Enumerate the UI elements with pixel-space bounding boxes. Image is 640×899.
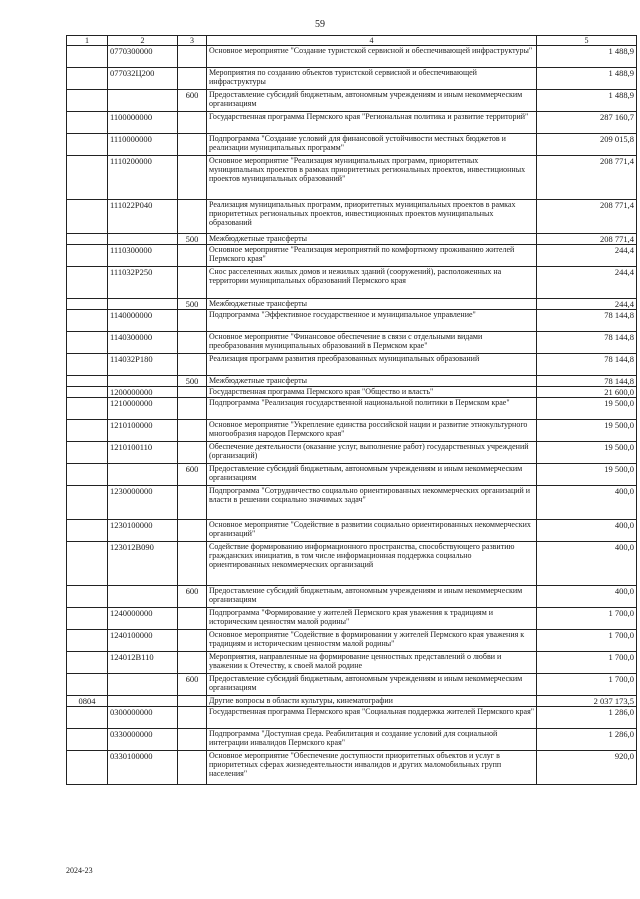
table-row <box>67 387 637 398</box>
amount: 78 144,8 <box>537 332 637 354</box>
expense-type <box>178 200 207 234</box>
header-col-4: 4 <box>207 36 537 46</box>
amount: 19 500,0 <box>537 442 637 464</box>
item-name: Государственная программа Пермского края "Социальная поддержка жителей Пермского края" <box>207 707 537 729</box>
table-row <box>67 234 637 245</box>
expense-type <box>178 608 207 630</box>
section-code <box>67 442 108 464</box>
item-name: Межбюджетные трансферты <box>207 376 537 387</box>
section-code <box>67 354 108 376</box>
table-row <box>67 442 637 464</box>
target-code: 1140000000 <box>108 310 178 332</box>
table-row <box>67 299 637 310</box>
section-code <box>67 200 108 234</box>
table-row <box>67 674 637 696</box>
expense-type <box>178 134 207 156</box>
amount: 78 144,8 <box>537 354 637 376</box>
header-col-2: 2 <box>108 36 178 46</box>
amount: 920,0 <box>537 751 637 785</box>
amount: 400,0 <box>537 486 637 520</box>
expense-type <box>178 652 207 674</box>
item-name: Основное мероприятие "Реализация мероприятий по комфортному проживанию жителей Пермского края" <box>207 245 537 267</box>
target-code <box>108 376 178 387</box>
target-code: 0770300000 <box>108 46 178 68</box>
section-code <box>67 310 108 332</box>
item-name: Подпрограмма "Сотрудничество социально ориентированных некоммерческих организаций и власти в решении социально значимых задач" <box>207 486 537 520</box>
item-name: Снос расселенных жилых домов и нежилых зданий (сооружений), расположенных на территории муниципальных образований Пермского края <box>207 267 537 299</box>
amount: 19 500,0 <box>537 464 637 486</box>
target-code: 0330100000 <box>108 751 178 785</box>
item-name: Подпрограмма "Реализация государственной национальной политики в Пермском крае" <box>207 398 537 420</box>
item-name: Межбюджетные трансферты <box>207 299 537 310</box>
amount: 78 144,8 <box>537 376 637 387</box>
section-code <box>67 420 108 442</box>
target-code: 1110200000 <box>108 156 178 200</box>
expense-type <box>178 332 207 354</box>
target-code: 1100000000 <box>108 112 178 134</box>
expense-type <box>178 398 207 420</box>
section-code <box>67 729 108 751</box>
item-name: Подпрограмма "Создание условий для финансовой устойчивости местных бюджетов и реализации муниципальных программ" <box>207 134 537 156</box>
table-row <box>67 608 637 630</box>
item-name: Государственная программа Пермского края "Региональная политика и развитие территорий" <box>207 112 537 134</box>
table-row <box>67 707 637 729</box>
amount: 244,4 <box>537 245 637 267</box>
target-code: 111022Р040 <box>108 200 178 234</box>
item-name: Обеспечение деятельности (оказание услуг, выполнение работ) государственных учреждений (организаций) <box>207 442 537 464</box>
header-col-3: 3 <box>178 36 207 46</box>
expense-type <box>178 387 207 398</box>
expense-type <box>178 751 207 785</box>
expense-type: 600 <box>178 674 207 696</box>
table-row <box>67 156 637 200</box>
footer-code: 2024-23 <box>66 866 93 875</box>
amount: 1 700,0 <box>537 652 637 674</box>
table-row <box>67 310 637 332</box>
item-name: Реализация программ развития преобразованных муниципальных образований <box>207 354 537 376</box>
expense-type <box>178 486 207 520</box>
target-code: 077032Ц200 <box>108 68 178 90</box>
table-row <box>67 332 637 354</box>
expense-type: 600 <box>178 586 207 608</box>
amount: 400,0 <box>537 586 637 608</box>
item-name: Предоставление субсидий бюджетным, автономным учреждениям и иным некоммерческим организациям <box>207 90 537 112</box>
amount: 400,0 <box>537 520 637 542</box>
expense-type <box>178 729 207 751</box>
section-code <box>67 90 108 112</box>
target-code: 1110300000 <box>108 245 178 267</box>
item-name: Основное мероприятие "Финансовое обеспечение в связи с отдельными видами преобразования муниципальных образований в Пермском крае" <box>207 332 537 354</box>
table-header-row <box>67 36 637 46</box>
section-code <box>67 608 108 630</box>
amount: 2 037 173,5 <box>537 696 637 707</box>
section-code <box>67 674 108 696</box>
amount: 19 500,0 <box>537 398 637 420</box>
expense-type <box>178 310 207 332</box>
section-code <box>67 398 108 420</box>
amount: 1 700,0 <box>537 674 637 696</box>
section-code <box>67 68 108 90</box>
header-col-1: 1 <box>67 36 108 46</box>
target-code: 0330000000 <box>108 729 178 751</box>
header-col-5: 5 <box>537 36 637 46</box>
item-name: Основное мероприятие "Реализация муниципальных программ, приоритетных муниципальных проектов в рамках приоритетных региональных проектов, инвестиционных проектов муниципальных образований" <box>207 156 537 200</box>
target-code: 1210000000 <box>108 398 178 420</box>
item-name: Подпрограмма "Формирование у жителей Пермского края уважения к традициям и историческим ценностям малой родины" <box>207 608 537 630</box>
section-code <box>67 245 108 267</box>
table-row <box>67 696 637 707</box>
amount: 208 771,4 <box>537 200 637 234</box>
item-name: Реализация муниципальных программ, приоритетных муниципальных проектов в рамках приоритетных региональных проектов, инвестиционных проектов муниципальных образований <box>207 200 537 234</box>
amount: 1 488,9 <box>537 46 637 68</box>
section-code <box>67 234 108 245</box>
table-row <box>67 354 637 376</box>
amount: 1 286,0 <box>537 707 637 729</box>
table-row <box>67 486 637 520</box>
item-name: Основное мероприятие "Содействие в развитии социально ориентированных некоммерческих организаций" <box>207 520 537 542</box>
target-code: 1140300000 <box>108 332 178 354</box>
expense-type <box>178 46 207 68</box>
amount: 244,4 <box>537 267 637 299</box>
section-code <box>67 520 108 542</box>
amount: 19 500,0 <box>537 420 637 442</box>
amount: 287 160,7 <box>537 112 637 134</box>
table-row <box>67 200 637 234</box>
target-code: 1230000000 <box>108 486 178 520</box>
section-code <box>67 267 108 299</box>
expense-type <box>178 542 207 586</box>
amount: 1 700,0 <box>537 608 637 630</box>
table-row <box>67 398 637 420</box>
target-code: 1110000000 <box>108 134 178 156</box>
item-name: Другие вопросы в области культуры, кинематографии <box>207 696 537 707</box>
section-code <box>67 586 108 608</box>
expense-type <box>178 630 207 652</box>
target-code: 124012В110 <box>108 652 178 674</box>
table-row <box>67 90 637 112</box>
expense-type <box>178 245 207 267</box>
target-code <box>108 586 178 608</box>
item-name: Предоставление субсидий бюджетным, автономным учреждениям и иным некоммерческим организациям <box>207 586 537 608</box>
section-code <box>67 542 108 586</box>
section-code <box>67 707 108 729</box>
amount: 1 488,9 <box>537 90 637 112</box>
expense-type: 600 <box>178 90 207 112</box>
target-code: 1210100000 <box>108 420 178 442</box>
section-code: 0804 <box>67 696 108 707</box>
target-code: 1200000000 <box>108 387 178 398</box>
item-name: Основное мероприятие "Обеспечение доступности приоритетных объектов и услуг в приоритетных сферах жизнедеятельности инвалидов и других маломобильных групп населения" <box>207 751 537 785</box>
amount: 208 771,4 <box>537 234 637 245</box>
item-name: Подпрограмма "Доступная среда. Реабилитация и создание условий для социальной интеграции инвалидов Пермского края" <box>207 729 537 751</box>
target-code: 114032Р180 <box>108 354 178 376</box>
table-row <box>67 112 637 134</box>
target-code <box>108 234 178 245</box>
expense-type <box>178 68 207 90</box>
table-row <box>67 652 637 674</box>
budget-table <box>66 35 637 785</box>
item-name: Содействие формированию информационного пространства, способствующего развитию гражданских инициатив, в том числе информационная поддержка социально ориентированных некоммерческих организаций <box>207 542 537 586</box>
amount: 244,4 <box>537 299 637 310</box>
expense-type <box>178 696 207 707</box>
amount: 21 600,0 <box>537 387 637 398</box>
amount: 1 700,0 <box>537 630 637 652</box>
section-code <box>67 46 108 68</box>
target-code: 1240000000 <box>108 608 178 630</box>
table-row <box>67 751 637 785</box>
section-code <box>67 652 108 674</box>
amount: 78 144,8 <box>537 310 637 332</box>
expense-type <box>178 420 207 442</box>
item-name: Основное мероприятие "Содействие в формировании у жителей Пермского края уважения к традициям и историческим ценностям малой родины" <box>207 630 537 652</box>
amount: 208 771,4 <box>537 156 637 200</box>
table-row <box>67 420 637 442</box>
target-code: 0300000000 <box>108 707 178 729</box>
expense-type: 500 <box>178 234 207 245</box>
table-row <box>67 245 637 267</box>
expense-type: 600 <box>178 464 207 486</box>
target-code <box>108 674 178 696</box>
amount: 1 488,9 <box>537 68 637 90</box>
page-number: 59 <box>315 19 325 30</box>
amount: 209 015,8 <box>537 134 637 156</box>
expense-type: 500 <box>178 299 207 310</box>
section-code <box>67 486 108 520</box>
amount: 1 286,0 <box>537 729 637 751</box>
section-code <box>67 387 108 398</box>
table-row <box>67 68 637 90</box>
target-code: 1230100000 <box>108 520 178 542</box>
section-code <box>67 751 108 785</box>
table-row <box>67 376 637 387</box>
section-code <box>67 332 108 354</box>
expense-type <box>178 156 207 200</box>
expense-type <box>178 442 207 464</box>
table-row <box>67 586 637 608</box>
target-code: 1210100110 <box>108 442 178 464</box>
item-name: Межбюджетные трансферты <box>207 234 537 245</box>
target-code <box>108 464 178 486</box>
amount: 400,0 <box>537 542 637 586</box>
item-name: Подпрограмма "Эффективное государственное и муниципальное управление" <box>207 310 537 332</box>
target-code: 123012В090 <box>108 542 178 586</box>
item-name: Основное мероприятие "Укрепление единства российской нации и развитие этнокультурного многообразия народов Пермского края" <box>207 420 537 442</box>
target-code <box>108 696 178 707</box>
item-name: Мероприятия, направленные на формирование ценностных представлений о любви и уважении к Отечеству, к своей малой родине <box>207 652 537 674</box>
table-row <box>67 267 637 299</box>
target-code: 111032Р250 <box>108 267 178 299</box>
table-row <box>67 464 637 486</box>
table-row <box>67 520 637 542</box>
item-name: Основное мероприятие "Создание туристской сервисной и обеспечивающей инфраструктуры" <box>207 46 537 68</box>
target-code <box>108 299 178 310</box>
expense-type: 500 <box>178 376 207 387</box>
table-row <box>67 729 637 751</box>
expense-type <box>178 267 207 299</box>
table-row <box>67 630 637 652</box>
table-row <box>67 46 637 68</box>
expense-type <box>178 707 207 729</box>
expense-type <box>178 520 207 542</box>
item-name: Предоставление субсидий бюджетным, автономным учреждениям и иным некоммерческим организациям <box>207 464 537 486</box>
section-code <box>67 464 108 486</box>
item-name: Мероприятия по созданию объектов туристской сервисной и обеспечивающей инфраструктуры <box>207 68 537 90</box>
target-code: 1240100000 <box>108 630 178 652</box>
item-name: Предоставление субсидий бюджетным, автономным учреждениям и иным некоммерческим организациям <box>207 674 537 696</box>
target-code <box>108 90 178 112</box>
section-code <box>67 376 108 387</box>
table-row <box>67 134 637 156</box>
expense-type <box>178 354 207 376</box>
section-code <box>67 156 108 200</box>
section-code <box>67 630 108 652</box>
section-code <box>67 299 108 310</box>
item-name: Государственная программа Пермского края "Общество и власть" <box>207 387 537 398</box>
section-code <box>67 134 108 156</box>
table-row <box>67 542 637 586</box>
section-code <box>67 112 108 134</box>
expense-type <box>178 112 207 134</box>
